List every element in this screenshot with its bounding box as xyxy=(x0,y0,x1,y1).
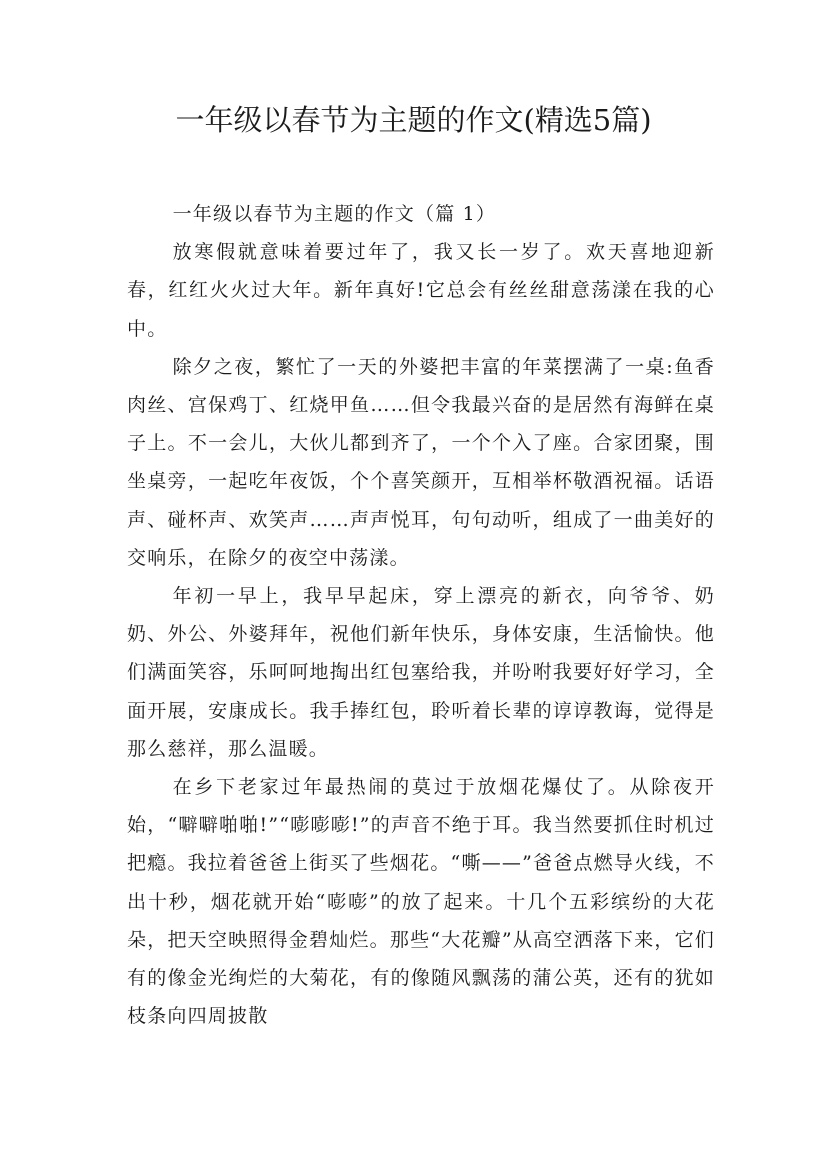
paragraph: 在乡下老家过年最热闹的莫过于放烟花爆仗了。从除夜开始，“噼噼啪啪!”“嘭嘭嘭!”的声音不绝于耳。我当然要抓住时机过把瘾。我拉着爸爸上街买了些烟花。“嘶——”爸爸点燃导火线，不出十秒，烟花就开始“嘭嘭”的放了起来。十几个五彩缤纷的大花朵，把天空映照得金碧灿烂。那些“大花瓣”从高空洒落下来，它们有的像金光绚烂的大菊花，有的像随风飘荡的蒲公英，还有的犹如枝条向四周披散 xyxy=(127,776,715,1028)
paragraph: 除夕之夜，繁忙了一天的外婆把丰富的年菜摆满了一桌:鱼香肉丝、宫保鸡丁、红烧甲鱼……但令我最兴奋的是居然有海鲜在桌子上。不一会儿，大伙儿都到齐了，一个个入了座。合家团聚，围坐桌旁，一起吃年夜饭，个个喜笑颜开，互相举杯敬酒祝福。话语声、碰杯声、欢笑声……声声悦耳，句句动听，组成了一曲美好的交响乐，在除夕的夜空中荡漾。 xyxy=(127,355,715,569)
document-body xyxy=(127,195,715,1035)
paragraph: 年初一早上，我早早起床，穿上漂亮的新衣，向爷爷、奶奶、外公、外婆拜年，祝他们新年快乐，身体安康，生活愉快。他们满面笑容，乐呵呵地掏出红包塞给我，并吩咐我要好好学习，全面开展，安康成长。我手捧红包，聆听着长辈的谆谆教诲，觉得是那么慈祥，那么温暖。 xyxy=(127,585,715,760)
paragraph: 放寒假就意味着要过年了，我又长一岁了。欢天喜地迎新春，红红火火过大年。新年真好!它总会有丝丝甜意荡漾在我的心中。 xyxy=(127,241,715,340)
document-title: 一年级以春节为主题的作文(精选5篇) xyxy=(175,103,652,137)
section-heading: 一年级以春节为主题的作文（篇 1） xyxy=(172,203,497,225)
